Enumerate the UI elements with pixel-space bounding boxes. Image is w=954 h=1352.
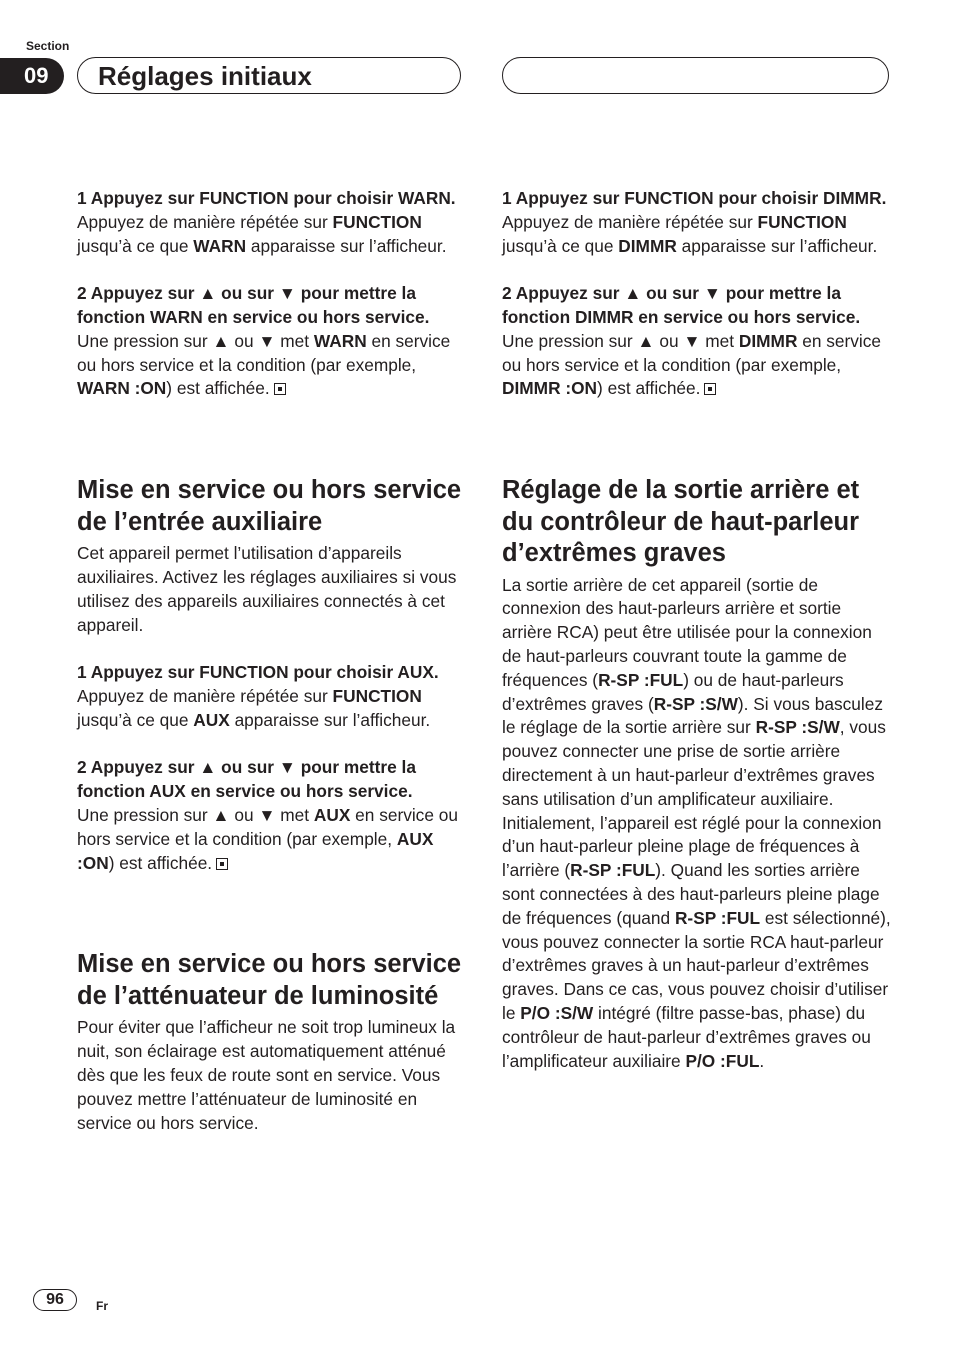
rear-output-paragraph-1: La sortie arrière de cet appareil (sortie de connexion des haut-parleurs arrière et sortie arrière RCA) peut être utilisée pour la connexion de haut-parleurs couvrant toute la gamme de fréquences (R-SP :FUL) ou de haut-parleurs d’extrêmes graves (R-SP :S/W). Si vous basculez le réglage de la sortie arrière sur R-SP :S/W, vous pouvez connecter une prise de sortie arrière directement à un haut-parleur d’extrêmes graves sans utilisation d’un amplificateur auxiliaire. [502,574,886,809]
rear-output-paragraph-2: Initialement, l’appareil est réglé pour la connexion d’un haut-parleur pleine plage de fréquences à l’arrière (R-SP :FUL). Quand les sorties arrière sont connectées à des haut-parleurs pleine plage de fréquences (quand R-SP :FUL est sélectionné), vous pouvez connecter la sortie RCA haut-parleur d’extrêmes graves à un haut-parleur d’extrêmes graves. Dans ce cas, vous pouvez choisir d’utiliser le P/O :S/W intégré (filtre passe-bas, phase) du contrôleur de haut-parleur d’extrêmes graves ou l’amplificateur auxiliaire P/O :FUL. [502,812,891,1071]
dimmr-step1-title: 1 Appuyez sur FUNCTION pour choisir DIMMR. [502,188,887,208]
warn-step1-text: Appuyez de manière répétée sur FUNCTION jusqu’à ce que WARN apparaisse sur l’afficheur. [77,211,447,256]
aux-step1-text: Appuyez de manière répétée sur FUNCTION jusqu’à ce que AUX apparaisse sur l’afficheur. [77,685,431,730]
section-number-badge: 09 [0,58,64,94]
page-number: 96 [33,1289,77,1311]
aux-step2-title: 2 Appuyez sur ▲ ou sur ▼ pour mettre la fonction AUX en service ou hors service. [77,757,416,802]
left-column [77,187,467,1135]
aux-step2-text: Une pression sur ▲ ou ▼ met AUX en service ou hors service et la condition (par exemple, AUX :ON) est affichée. [77,804,458,873]
aux-step1-title: 1 Appuyez sur FUNCTION pour choisir AUX. [77,662,439,683]
chapter-title-box [77,57,461,94]
dimmr-step1-text: Appuyez de manière répétée sur FUNCTION jusqu’à ce que DIMMR apparaisse sur l’afficheur. [502,211,878,256]
end-mark-icon [704,383,716,395]
end-mark-icon [216,858,228,870]
rear-output-heading: Réglage de la sortie arrière et du contrôleur de haut-parleur d’extrêmes graves [502,476,860,568]
empty-title-box [502,57,889,94]
dimmer-heading: Mise en service ou hors service de l’atténuateur de luminosité [77,950,462,1010]
warn-step2-text: Une pression sur ▲ ou ▼ met WARN en service ou hors service et la condition (par exemple, WARN :ON) est affichée. [77,330,451,399]
aux-intro: Cet appareil permet l’utilisation d’appareils auxiliaires. Activez les réglages auxiliaires si vous utilisez des appareils auxiliaires connectés à cet appareil. [77,543,457,635]
end-mark-icon [274,383,286,395]
dimmr-step2-text: Une pression sur ▲ ou ▼ met DIMMR en service ou hors service et la condition (par exemple, DIMMR :ON) est affichée. [502,330,882,399]
section-label: Section [26,39,70,53]
dimmer-intro: Pour éviter que l’afficheur ne soit trop lumineux la nuit, son éclairage est automatiquement atténué dès que les feux de route sont en service. Vous pouvez mettre l’atténuateur de luminosité en service ou hors service. [77,1017,456,1133]
dimmr-step2-title: 2 Appuyez sur ▲ ou sur ▼ pour mettre la fonction DIMMR en service ou hors service. [502,283,861,327]
right-column [502,187,892,1073]
chapter-title: Réglages initiaux [98,61,312,91]
warn-step1-title: 1 Appuyez sur FUNCTION pour choisir WARN. [77,188,456,208]
warn-step2-title: 2 Appuyez sur ▲ ou sur ▼ pour mettre la fonction WARN en service ou hors service. [77,283,430,327]
aux-heading: Mise en service ou hors service de l’entrée auxiliaire [77,476,462,536]
language-code: Fr [96,1299,108,1313]
